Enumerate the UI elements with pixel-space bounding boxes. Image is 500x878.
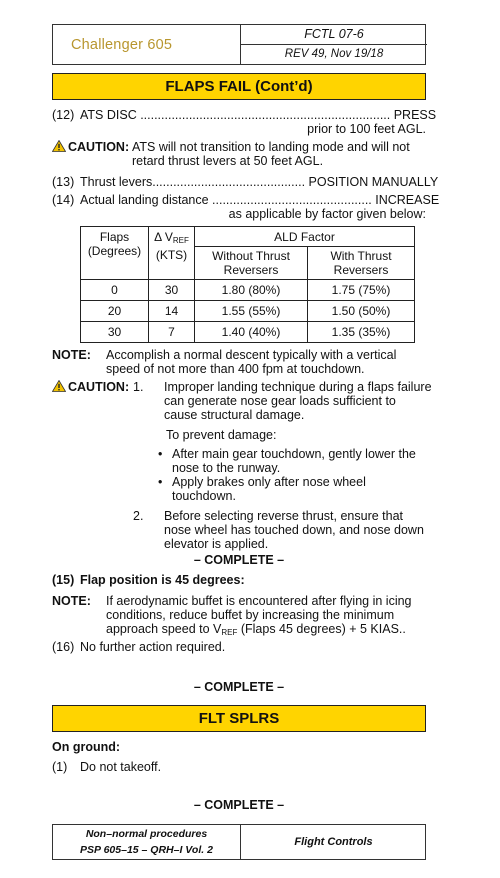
header-cell-ald-factor: ALD Factor xyxy=(195,227,415,247)
warning-triangle-icon xyxy=(52,140,66,155)
note-text: conditions, reduce buffet by increasing the minimum xyxy=(106,608,395,622)
cell-vref: 7 xyxy=(149,322,195,343)
caution-text: Improper landing technique during a flaps failure xyxy=(164,380,432,394)
caution-text: cause structural damage. xyxy=(164,408,305,422)
cell-without: 1.40 (40%) xyxy=(195,322,308,343)
note-text: If aerodynamic buffet is encountered after flying in icing xyxy=(106,594,412,608)
header-cell-flaps: Flaps (Degrees) xyxy=(81,227,149,280)
cell-flaps: 20 xyxy=(81,301,149,322)
table-row xyxy=(81,280,415,301)
note-label: NOTE: xyxy=(52,594,91,608)
header-right-block xyxy=(240,25,427,64)
step-number: (12) xyxy=(52,108,75,122)
brand-logo: Challenger 605 xyxy=(71,37,173,53)
cell-flaps: 30 xyxy=(81,322,149,343)
note-label: NOTE: xyxy=(52,348,91,362)
section-title-flaps-fail: FLAPS FAIL (Cont’d) xyxy=(52,73,426,100)
page-header xyxy=(52,24,426,65)
step-do-not-takeoff: Do not takeoff. xyxy=(80,760,162,774)
note-text: speed of not more than 400 fpm at touchdown. xyxy=(106,362,365,376)
warning-triangle-icon xyxy=(52,380,66,395)
list-item-continuation: nose to the runway. xyxy=(172,461,281,475)
list-item: • After main gear touchdown, gently lower the xyxy=(172,447,416,461)
caution-label: CAUTION: xyxy=(52,140,129,155)
cell-with: 1.50 (50%) xyxy=(308,301,415,322)
complete-marker: – COMPLETE – xyxy=(193,553,285,567)
header-cell-vref: Δ $V_{REF}$ (KTS) xyxy=(149,227,195,280)
step-number: (13) xyxy=(52,175,75,189)
caution-text: Before selecting reverse thrust, ensure that xyxy=(164,509,404,523)
caution-text: elevator is applied. xyxy=(164,537,269,551)
note-text: approach speed to $V_{REF}$ (Flaps 45 degrees) + 5 KIAS.. xyxy=(106,622,406,637)
caution-text: To prevent damage: xyxy=(166,428,277,442)
caution-text: ATS will not transition to landing mode and will not xyxy=(132,140,410,154)
cell-without: 1.55 (55%) xyxy=(195,301,308,322)
step-number: (16) xyxy=(52,640,75,654)
cell-without: 1.80 (80%) xyxy=(195,280,308,301)
list-item: • Apply brakes only after nose wheel xyxy=(172,475,366,489)
step-continuation: prior to 100 feet AGL. xyxy=(307,122,426,136)
header-cell-with-reversers: With Thrust Reversers xyxy=(308,247,415,280)
step-thrust-levers: Thrust levers............................................ POSITION MANUALLY xyxy=(80,175,439,189)
list-item-continuation: touchdown. xyxy=(172,489,236,503)
table-row xyxy=(81,322,415,343)
caution-text: nose wheel has touched down, and nose down xyxy=(164,523,424,537)
complete-marker: – COMPLETE – xyxy=(193,798,285,812)
step-number: (15) xyxy=(52,573,75,587)
complete-marker: – COMPLETE – xyxy=(193,680,285,694)
condition-label: On ground: xyxy=(52,740,121,754)
ald-factor-table xyxy=(80,226,415,343)
step-ats-disc: ATS DISC ........................................................................ PRESS xyxy=(80,108,437,122)
document-id: FCTL 07-6 xyxy=(241,25,427,45)
page-footer xyxy=(52,824,426,860)
step-no-further-action: No further action required. xyxy=(80,640,226,654)
revision-label: REV 49, Nov 19/18 xyxy=(284,48,384,60)
step-number: (14) xyxy=(52,193,75,207)
footer-document-info: Non–normal procedures PSP 605–15 – QRH–I Vol. 2 xyxy=(53,825,241,860)
cell-flaps: 0 xyxy=(81,280,149,301)
step-flap-position: Flap position is 45 degrees: xyxy=(80,573,245,587)
caution-text: can generate nose gear loads sufficient to xyxy=(164,394,396,408)
footer-chapter-title: Flight Controls xyxy=(294,836,373,848)
cell-vref: 14 xyxy=(149,301,195,322)
cell-with: 1.75 (75%) xyxy=(308,280,415,301)
caution-label: CAUTION: xyxy=(52,380,129,395)
section-title-flt-splrs: FLT SPLRS xyxy=(52,705,426,732)
caution-text: retard thrust levers at 50 feet AGL. xyxy=(132,154,324,168)
cell-with: 1.35 (35%) xyxy=(308,322,415,343)
note-text: Accomplish a normal descent typically with a vertical xyxy=(106,348,397,362)
cell-vref: 30 xyxy=(149,280,195,301)
step-landing-distance: Actual landing distance .............................................. INCREASE xyxy=(80,193,440,207)
table-row xyxy=(81,301,415,322)
list-number: 2. xyxy=(133,509,144,523)
step-continuation: as applicable by factor given below: xyxy=(228,207,426,221)
header-cell-without-reversers: Without Thrust Reversers xyxy=(195,247,308,280)
list-number: 1. xyxy=(133,380,144,394)
step-number: (1) xyxy=(52,760,68,774)
